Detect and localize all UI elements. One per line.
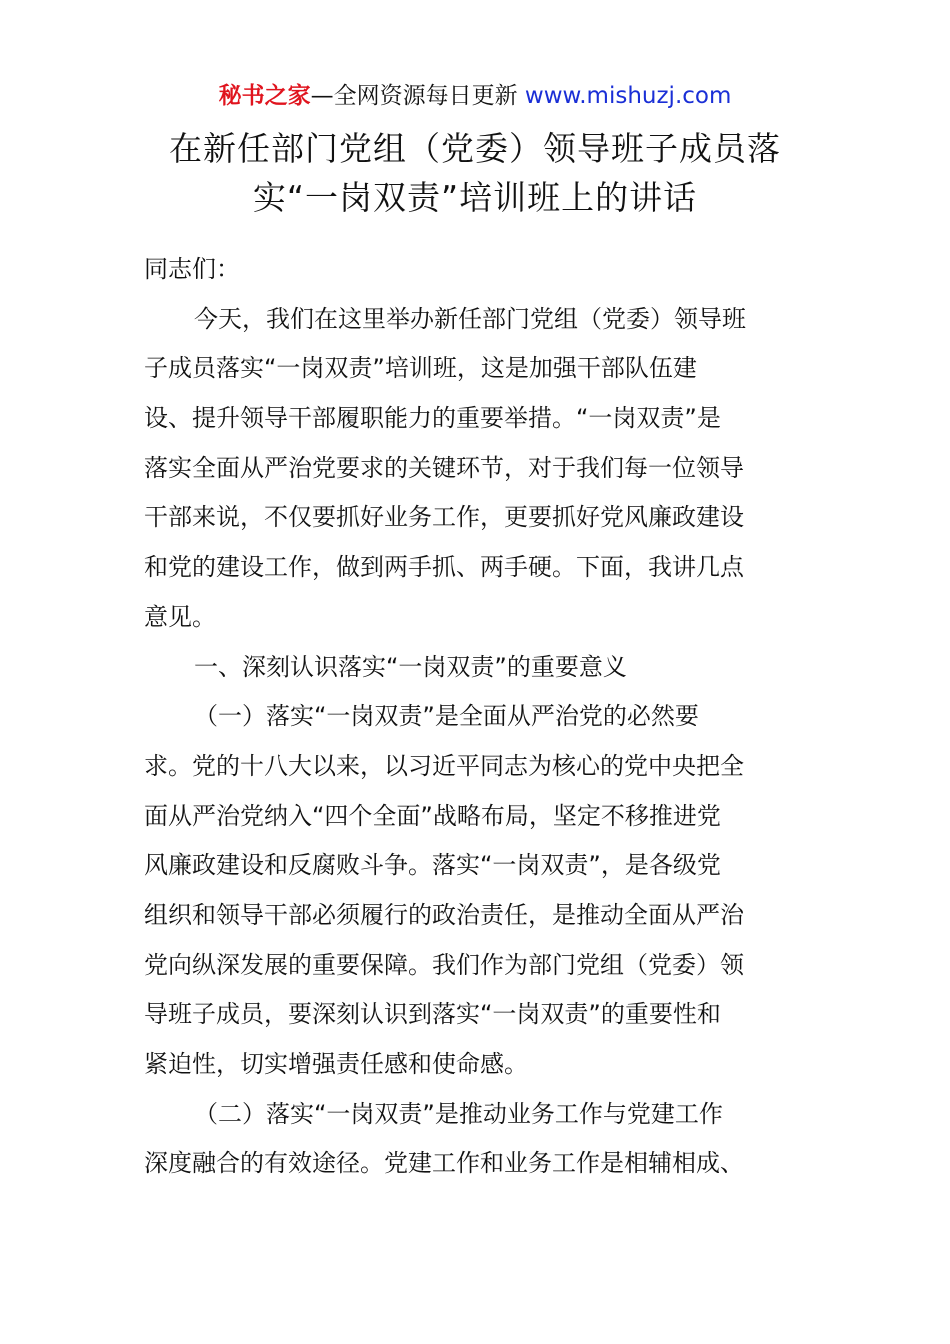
body-line: 和党的建设工作，做到两手抓、两手硬。下面，我讲几点: [144, 553, 744, 582]
body-line: 求。党的十八大以来，以习近平同志为核心的党中央把全: [144, 751, 744, 780]
body-line: 党向纵深发展的重要保障。我们作为部门党组（党委）领: [144, 950, 744, 979]
body-line: 落实全面从严治党要求的关键环节，对于我们每一位领导: [144, 453, 744, 482]
title-line-2: 实“一岗双责”培训班上的讲话: [252, 178, 698, 217]
body-line: 干部来说，不仅要抓好业务工作，更要抓好党风廉政建设: [144, 503, 744, 532]
body-line: 深度融合的有效途径。党建工作和业务工作是相辅相成、: [144, 1149, 744, 1178]
body-line: 风廉政建设和反腐败斗争。落实“一岗双责”，是各级党: [144, 851, 721, 880]
document-title: [100, 124, 850, 222]
site-header: [0, 80, 950, 112]
body-line: （二）落实“一岗双责”是推动业务工作与党建工作: [194, 1099, 723, 1128]
body-line: 意见。: [144, 602, 216, 631]
body-line: 子成员落实“一岗双责”培训班，这是加强干部队伍建: [144, 354, 697, 383]
salutation: 同志们：: [144, 255, 240, 283]
title-line-1: 在新任部门党组（党委）领导班子成员落: [169, 129, 781, 168]
brand-name: 秘书之家: [218, 83, 311, 109]
body-line: 今天，我们在这里举办新任部门党组（党委）领导班: [194, 304, 746, 333]
document-body: [144, 245, 810, 1189]
body-line: 组织和领导干部必须履行的政治责任，是推动全面从严治: [144, 900, 744, 929]
body-line: 面从严治党纳入“四个全面”战略布局，坚定不移推进党: [144, 801, 721, 830]
body-line: 设、提升领导干部履职能力的重要举措。“一岗双责”是: [144, 404, 721, 433]
section-heading: 一、深刻认识落实“一岗双责”的重要意义: [194, 652, 627, 681]
site-url-link[interactable]: www.mishuzj.com: [524, 83, 732, 109]
body-line: 导班子成员，要深刻认识到落实“一岗双责”的重要性和: [144, 1000, 721, 1029]
site-slogan: —全网资源每日更新: [310, 83, 525, 109]
body-line: （一）落实“一岗双责”是全面从严治党的必然要: [194, 702, 699, 731]
body-line: 紧迫性，切实增强责任感和使命感。: [144, 1050, 528, 1078]
